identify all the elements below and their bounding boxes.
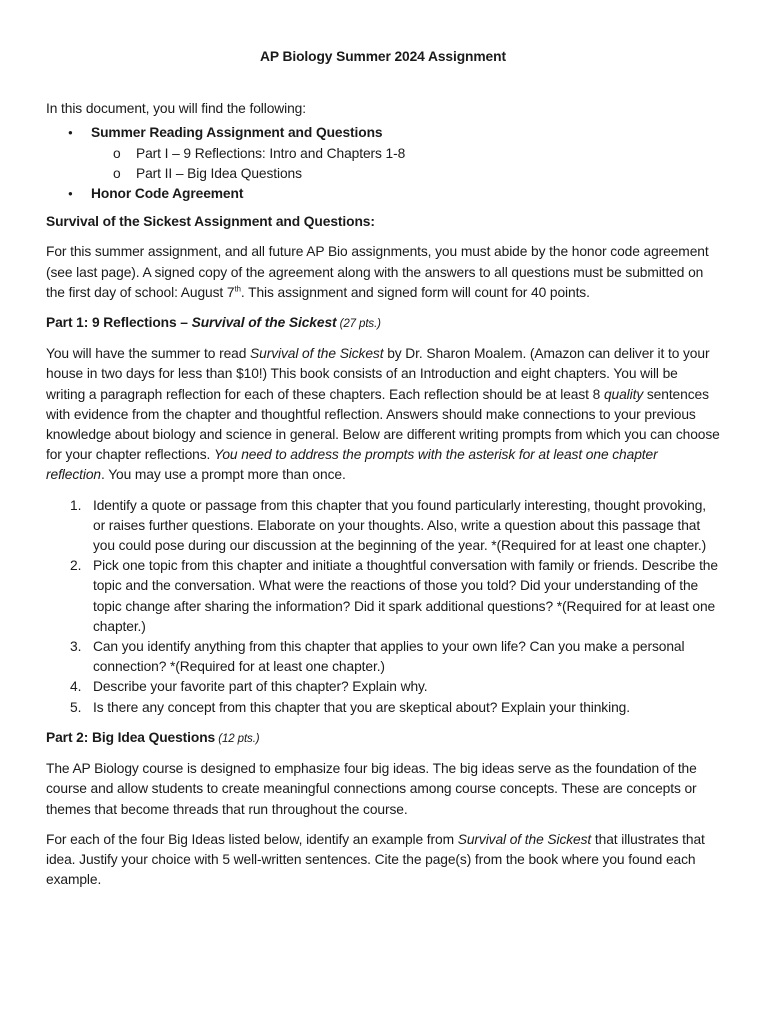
- document-title: AP Biology Summer 2024 Assignment: [260, 49, 506, 64]
- prompt-item: [46, 677, 720, 697]
- requirement-note: You need to address the prompts with the asterisk for at least one chapter reflection: [46, 447, 658, 483]
- prompt-item: [46, 698, 720, 718]
- part1-text: by Dr. Sharon Moalem. (Amazon can deliver it to your house in two days for less than $10!) This book consists of an Introduction and eight chapters. You will be writing a paragraph reflection for each of these chapters. Each reflection should be at least 8: [46, 346, 710, 402]
- prompt-number: 3.: [70, 639, 82, 655]
- part1-text: You will have the summer to read: [46, 346, 251, 362]
- honor-code-paragraph: [46, 242, 720, 303]
- part1-text: sentences with evidence from the chapter and thoughtful reflection. Answers should make connections to your previous knowledge about biology and science in general. Below are different writing prompts from which you can choose for your chapter reflections.: [46, 386, 720, 463]
- part2-heading: [46, 728, 720, 749]
- contents-item-reading: [46, 123, 720, 184]
- part2-paragraph-2: [46, 830, 720, 891]
- contents-item-honor-code: [46, 184, 720, 204]
- prompt-text: Describe your favorite part of this chapter? Explain why.: [93, 679, 428, 695]
- contents-item-label: Summer Reading Assignment and Questions: [91, 125, 383, 141]
- contents-subitem: o Part I – 9 Reflections: Intro and Chapters 1-8: [91, 144, 720, 164]
- part1-heading: [46, 313, 720, 334]
- part1-text: . You may use a prompt more than once.: [100, 467, 346, 483]
- prompt-number: 2.: [70, 558, 82, 574]
- intro-text: In this document, you will find the following:: [46, 101, 306, 117]
- book-title: Survival of the Sickest: [250, 346, 384, 362]
- prompt-item: [46, 637, 720, 677]
- part2-points: (12 pts.): [215, 732, 260, 745]
- part2-heading-text: Part 2: Big Idea Questions: [46, 729, 216, 745]
- contents-sublist: [91, 144, 720, 184]
- quality-emphasis: quality: [603, 386, 644, 402]
- prompt-text: Can you identify anything from this chapter that applies to your own life? Can you make a personal connection? *(Required for at least one chapter.): [93, 639, 685, 675]
- part1-heading-book: Survival of the Sickest: [191, 315, 337, 331]
- prompt-list: [46, 496, 720, 718]
- prompt-item: [46, 556, 720, 637]
- prompt-number: 5.: [70, 699, 82, 715]
- prompt-number: 4.: [70, 679, 82, 695]
- contents-subitem: o Part II – Big Idea Questions: [91, 164, 720, 184]
- section-heading: Survival of the Sickest Assignment and Questions:: [46, 214, 375, 230]
- prompt-number: 1.: [70, 497, 82, 513]
- date-suffix: th: [234, 284, 241, 294]
- part2-text: that illustrates that idea. Justify your choice with 5 well-written sentences. Cite the page(s) from the book where you found each example.: [46, 831, 705, 888]
- prompt-item: [46, 496, 720, 557]
- part1-paragraph: [46, 344, 720, 485]
- part1-points: (27 pts.): [336, 318, 381, 331]
- honor-text: For this summer assignment, and all future AP Bio assignments, you must abide by the honor code agreement (see last page). A signed copy of the agreement along with the answers to all questions must be submitted on the first day of school: August 7: [46, 244, 709, 300]
- prompt-text: Is there any concept from this chapter that you are skeptical about? Explain your thinking.: [93, 699, 630, 715]
- contents-list: [46, 123, 720, 204]
- prompt-text: Pick one topic from this chapter and initiate a thoughtful conversation with family or friends. Describe the topic and the conversation. What were the reactions of those you told? Did your understanding of the topic change after sharing the information? Did it spark additional questions? *(Required for at least one chapter.): [93, 558, 718, 634]
- part2-paragraph-1: The AP Biology course is designed to emphasize four big ideas. The big ideas serve as the foundation of the course and allow students to create meaningful connections among course concepts. These are concepts or themes that become threads that run throughout the course.: [46, 761, 697, 817]
- prompt-text: Identify a quote or passage from this chapter that you found particularly interesting, thought provoking, or raises further questions. Elaborate on your thoughts. Also, write a question about this passage that you could pose during our discussion at the beginning of the year. *(Required for at least one chapter.): [93, 497, 707, 554]
- book-title: Survival of the Sickest: [457, 831, 592, 847]
- contents-item-label: Honor Code Agreement: [91, 186, 244, 202]
- honor-text-end: . This assignment and signed form will count for 40 points.: [240, 284, 590, 300]
- part2-text: For each of the four Big Ideas listed below, identify an example from: [46, 831, 458, 847]
- part1-heading-prefix: Part 1: 9 Reflections –: [46, 315, 192, 331]
